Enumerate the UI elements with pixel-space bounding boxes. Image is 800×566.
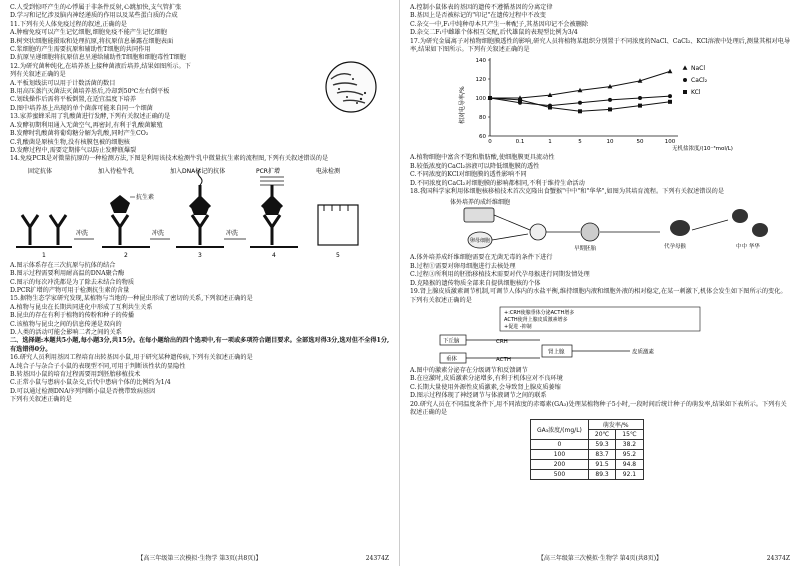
text-line: D.PCR扩增的产物可用于检测抗生素的含量: [10, 286, 130, 294]
legend-marker: [683, 90, 687, 94]
table-cell: 94.8: [616, 460, 643, 470]
antibody-group-1: [16, 215, 72, 247]
embryo-label: 早期胚胎: [574, 246, 597, 253]
egg-label: 卵母细胞: [470, 238, 491, 245]
table-header-row: [531, 420, 644, 430]
data-point: [608, 108, 612, 112]
table-col-label: GA₃浓度/(mg/L): [531, 420, 589, 440]
table-cell: 0: [531, 440, 589, 450]
question-15: 15.据物生态学家研究发现,某植物与当地的一种昆虫形成了密切的关系,下列叙述正确的是: [10, 295, 253, 303]
x-tick-label: 50: [636, 139, 644, 146]
conductivity-chart: [410, 54, 790, 154]
text-line: A.图中的激素分泌存在分级调节和反馈调节: [410, 366, 528, 374]
right-page: [400, 0, 800, 566]
text-line: B.图示过程需要利用耐高温的DNA聚合酶: [10, 270, 125, 278]
y-tick-label: 60: [479, 134, 486, 141]
table-cell: 200: [531, 460, 589, 470]
antibody-group-4: [250, 185, 298, 247]
text-line: C.长期大量使用外源性皮质激素,会导致肾上腺皮质萎缩: [410, 383, 561, 391]
table-cell: 95.2: [616, 450, 643, 460]
fig-num-5: 5: [336, 251, 340, 259]
data-point: [608, 98, 612, 102]
x-tick-label: 5: [578, 139, 582, 146]
crh-label: CRH: [496, 338, 508, 345]
step-label-1: 固定抗体: [28, 167, 53, 175]
text-line: A.植物细胞中富含不饱和脂肪酸,使细胞膜更具流动性: [410, 154, 555, 162]
y-tick-label: 120: [475, 77, 486, 84]
text-line: C.划线操作后需将平板倒置,在适宜温度下培养: [10, 96, 137, 104]
offspring-icon-2: [752, 223, 768, 237]
text-line: D.人类的活动可能会影响二者之间的关系: [10, 328, 122, 336]
text-line: A.体外培养成纤维细胞需要在无菌无毒的条件下进行: [410, 254, 553, 262]
text-line: B.较低浓度的CaCl₂溶液可以降低细胞膜的透性: [410, 162, 540, 170]
series-line-0: [490, 72, 670, 99]
question-16: 16.研究人员利用基因工程培育出转基因小鼠,用于研究某种遗传病,下列有关叙述正确的是: [10, 354, 253, 362]
question-12: 12.为研究菌种纯化,在培养基上接种菌液后培养,结果如图所示。下: [10, 62, 191, 70]
table-header-top: 萌发率/%: [588, 420, 643, 430]
text-line: A.控制小鼠体表的基因的遗传不遵循基因的分离定律: [410, 4, 553, 11]
text-line: C.人受到惊吓产生的心悸属于非条件反射,心跳加快,支气管扩张: [10, 4, 182, 11]
question-12-block: [10, 63, 391, 113]
data-point: [578, 101, 582, 105]
legend-label: CaCl₂: [691, 77, 708, 85]
text-line: A.图示体系存在三次抗原与抗体的结合: [10, 261, 116, 269]
chart-ylabel: 相对电导率/%: [459, 86, 466, 125]
right-footer: 【高三年级第三次模拟·生物学 第4页(共8页)】: [537, 555, 663, 562]
step-label-5: 电泳检测: [316, 167, 341, 175]
right-top-text: [410, 4, 792, 54]
table-cell: 59.3: [588, 440, 615, 450]
wash-label-2: 冲洗: [152, 229, 165, 237]
text-line: D.杂交二F₁中雌雄个体相互交配,后代雄鼠的表现型比例为3/4: [410, 29, 578, 37]
question-17: 17.为研究金属离子对植物细胞膜透性的影响,研究人员将植物某组织分别置于不同浓度的NaCl、CaCl₂、KCl溶液中处理后,测量其相对电导率,结果如下图所示。下列有关叙述正确的是: [410, 37, 791, 54]
adrenal-label: 肾上腺: [548, 349, 565, 356]
text-line: C.图示的每次冲洗都是为了除去未结合的物质: [10, 278, 135, 286]
text-line: A.平板划线法可以用于计数活菌的数目: [10, 79, 116, 87]
text-line: B.基因上是否被标记的"印记"在遗传过程中不改变: [410, 12, 546, 20]
offspring-label: 中中 华华: [736, 244, 760, 251]
antigen-note: 抗生素: [136, 193, 155, 201]
chart-xlabel: 无机盐浓度/(10⁻³mol/L): [672, 146, 733, 153]
text-line: B.转基因小鼠的培育过程需要用到胚胎移植技术: [10, 371, 141, 378]
text-line: D.图示过程体现了神经调节与体液调节之间的联系: [410, 392, 547, 400]
table-cell: 100: [531, 450, 589, 460]
immuno-pcr-figure: [10, 165, 390, 261]
fig-num-1: 1: [42, 251, 46, 259]
table-row: [531, 470, 644, 480]
x-tick-label: 0.1: [515, 139, 525, 146]
y-tick-label: 100: [475, 96, 486, 103]
fig-num-4: 4: [272, 251, 276, 259]
step-label-2: 加入待检牛乳: [98, 167, 135, 175]
text-line: D.图中培养基上出现的单个菌落可能来自同一个细菌: [10, 104, 153, 112]
question-13: 13.家养蜜蜂采用了乳酸菌进行发酵,下列有关叙述正确的是: [10, 113, 171, 121]
text-line: D.学习和记忆涉及脑内神经递质的作用以及某些蛋白质的合成: [10, 12, 178, 20]
recipient-label: 代孕母猴: [664, 244, 687, 251]
text-line: 列有关叙述正确的是: [10, 71, 66, 79]
cortisol-label: 皮质激素: [632, 349, 655, 356]
right-middle-text: [410, 154, 792, 196]
text-line: D.发酵过程中,需要定期排气以防止发酵瓶爆裂: [10, 146, 137, 154]
section-heading: 二、选择题:本题共5小题,每小题3分,共15分。在每小题给出的四个选项中,有一项或多项符合题目要求。全部选对得3分,选对但不全得1分,有选错得0分。: [10, 337, 390, 353]
cell-culture-label: 体外培养的成纤维细胞: [450, 199, 511, 207]
offspring-icon: [732, 209, 748, 223]
text-line: D.可以通过检测DNA序列判断小鼠是否携带致病基因: [10, 387, 156, 395]
legend-label: KCl: [691, 89, 701, 97]
right-bottom-text: [410, 367, 792, 417]
question-20: 20.研究人员在不同温度条件下,用不同浓度的赤霉素(GA₃)处理某植物种子5小时,一段时间后统计种子的萌发率,结果如下表所示。下列有关叙述正确的是: [410, 400, 787, 416]
text-line: D.不同浓度的CaCl₂对细胞膜的影响都相同,不利于维持生命活动: [410, 179, 585, 187]
right-middle-text-2: [410, 254, 792, 304]
x-tick-label: 1: [548, 139, 552, 146]
table-row: [531, 450, 644, 460]
text-line: A.肿瘤免疫可以产生记忆细胞,细胞免疫不能产生记忆细胞: [10, 29, 167, 37]
early-embryo: [581, 223, 599, 241]
text-line: 下列有关叙述正确的是: [10, 396, 72, 404]
left-bottom-text: [10, 262, 391, 405]
text-line: D.抗原呈递细胞将抗原信息呈递给辅助性T细胞和细胞毒性T细胞: [10, 54, 186, 62]
x-tick-label: 0: [488, 139, 492, 146]
data-point: [638, 96, 642, 100]
step-label-4: PCR扩增: [256, 167, 280, 175]
x-tick-label: 100: [664, 139, 676, 146]
temp-15: 15℃: [616, 430, 643, 440]
text-line: A.发酵初期利用通入无菌空气,再密封,有利于乳酸菌繁殖: [10, 121, 163, 129]
hpa-note-3: +促进 -抑制: [504, 323, 532, 330]
text-line: A.植物与昆虫在长期共同进化中形成了互利共生关系: [10, 303, 153, 311]
left-top-text: [10, 4, 391, 63]
pituitary-label: 垂体: [446, 356, 458, 363]
petri-dish-figure: [317, 59, 385, 115]
germination-table: [530, 419, 644, 480]
data-point: [488, 96, 492, 100]
table-cell: 92.1: [616, 470, 643, 480]
legend-label: NaCl: [691, 65, 706, 73]
data-point: [638, 104, 642, 108]
cloning-figure: [410, 196, 790, 254]
text-line: B.树突状细胞能摄取和处理抗原,将抗原信息暴露在细胞表面: [10, 37, 174, 45]
text-line: C.杂交一中,F₁中纯种母本只产生一种配子,其基因印记不会被删除: [410, 20, 589, 28]
table-row: [531, 460, 644, 470]
text-line: B.用高压蒸汽灭菌法灭菌培养基后,冷却到50℃左右倒平板: [10, 88, 170, 96]
left-footer: 【高三年级第三次模拟·生物学 第3页(共8页)】: [137, 555, 262, 562]
wash-label-3: 冲洗: [226, 229, 239, 237]
text-line: B.过程①需要对卵母细胞进行去核处理: [410, 262, 516, 270]
left-page-code: 24374Z: [365, 555, 389, 562]
table-cell: 91.5: [588, 460, 615, 470]
text-line: B.在应激时,皮质激素分泌增多,有利于机体应对不良环境: [410, 375, 563, 383]
legend-marker: [683, 78, 687, 82]
fig-num-2: 2: [124, 251, 128, 259]
text-line: C.该植物与昆虫之间的信息传递是双向的: [10, 320, 122, 328]
table-cell: 83.7: [588, 450, 615, 460]
data-point: [578, 110, 582, 114]
antigen-shape: [110, 195, 130, 213]
monkey-icon: [670, 220, 690, 236]
data-point: [668, 69, 673, 73]
table-cell: 89.3: [588, 470, 615, 480]
culture-flask: [464, 208, 494, 222]
question-14: 14.免疫PCR是对微量抗原的一种检测方法,下图是利用该技术检测牛乳中微量抗生素的流程图,下列有关叙述错误的是: [10, 155, 329, 163]
x-tick-label: 10: [606, 139, 614, 146]
text-line: C.乳酸菌是原核生物,没有核膜包被的细胞核: [10, 138, 130, 146]
text-line: C.浆细胞的产生需要抗原和辅助性T细胞的共同作用: [10, 46, 151, 54]
petri-dish: [326, 62, 376, 112]
data-point: [668, 100, 672, 104]
step-label-3: 加入DNA标记的抗体: [170, 167, 226, 175]
antibody-group-3: [176, 185, 224, 247]
text-line: C.正常小鼠与患病小鼠杂交,后代中患病个体的比例约为1/4: [10, 379, 171, 387]
table-row: [531, 440, 644, 450]
data-point: [548, 106, 552, 110]
legend-marker: [683, 66, 688, 70]
text-line: B.昆虫的存在有利于植物的传粉和种子的传播: [10, 312, 135, 320]
question-18: 18.我国科学家利用体细胞核移植技术首次克隆出食蟹猴"中中"和"华华",如图为其培育流程。下列有关叙述错误的是: [410, 188, 725, 196]
hpa-note-1: +:CRH使腺垂体分泌ACTH增多: [504, 309, 575, 316]
wash-label-1: 冲洗: [76, 229, 89, 237]
table-cell: 38.2: [616, 440, 643, 450]
temp-20: 20℃: [588, 430, 615, 440]
right-page-code: 24374Z: [766, 555, 790, 562]
question-11: 11.下列有关人体免疫过程的叙述,正确的是: [10, 20, 127, 28]
question-19: 19.肾上腺皮质激素调节机制,可调节人体内的水盐平衡,维持细胞内液和细胞外液的相对稳定,在某一刺激下,机体会发生如下图所示的变化。下列有关叙述正确的是: [410, 288, 787, 304]
y-tick-label: 80: [479, 115, 486, 122]
text-line: C.过程③所利用的胚胎移植技术需要对代孕母猴进行同期发情处理: [410, 271, 590, 279]
data-point: [668, 95, 672, 99]
text-line: D.克隆猴的遗传物质全部来自提供细胞核的个体: [410, 279, 541, 287]
hpa-note-2: ACTH使肾上腺皮质激素增多: [504, 316, 568, 323]
data-point: [518, 98, 522, 102]
table-cell: 500: [531, 470, 589, 480]
text-line: B.发酵时乳酸菌将葡萄糖分解为乳酸,同时产生CO₂: [10, 130, 149, 138]
text-line: C.不同浓度的KCl对细胞膜的透性影响不同: [410, 171, 527, 179]
text-line: A.纯合子与杂合子小鼠的表现型不同,可用于判断该性状的显隐性: [10, 362, 186, 370]
acth-label: ACTH: [496, 356, 512, 363]
question-13-block: [10, 113, 391, 163]
hpa-axis-figure: [410, 305, 790, 367]
hypothalamus-label: 下丘脑: [443, 338, 460, 345]
antibody-group-2: [102, 215, 150, 247]
y-tick-label: 140: [475, 58, 486, 65]
fused-cell: [530, 224, 546, 240]
fig-num-3: 3: [198, 251, 202, 259]
